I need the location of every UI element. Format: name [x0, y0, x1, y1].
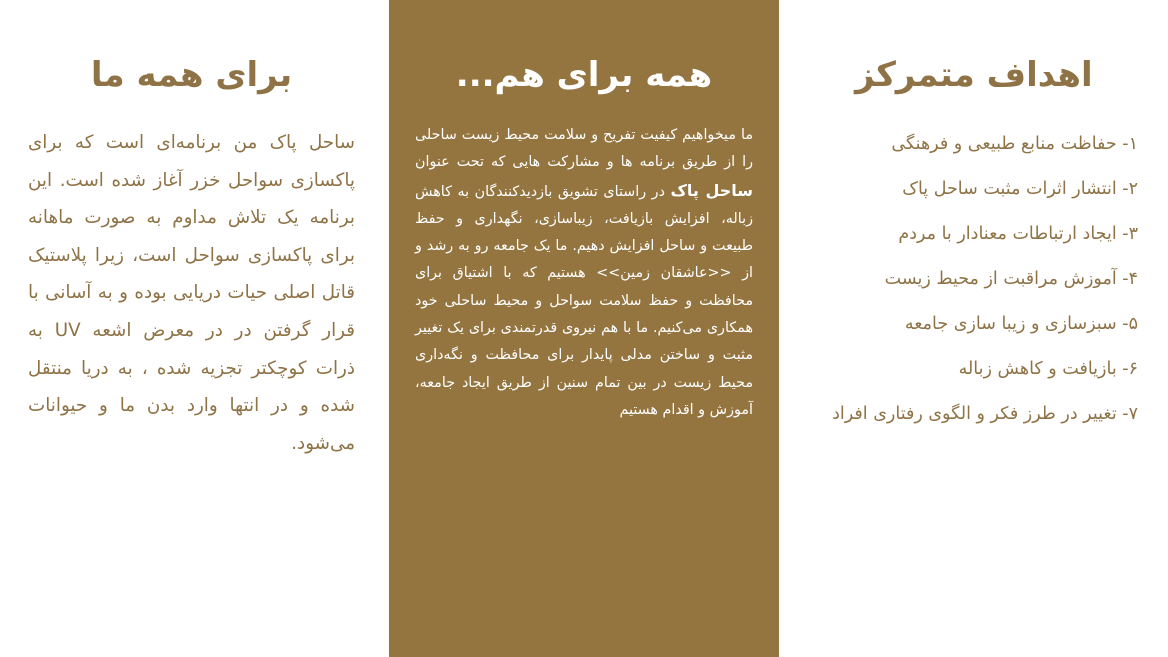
- for-all-column: [0, 0, 389, 657]
- for-all-paragraph: ساحل پاک من برنامه‌ای است که برای پاکسازی سواحل خزر آغاز شده است. این برنامه یک تلاش مداوم به صورت ماهانه برای پاکسازی سواحل است، زیرا پلاستیک قاتل اصلی حیات دریایی بوده و به آسانی با قرار گرفتن در در معرض اشعه UV به ذرات کوچکتر تجزیه شده ، به دریا منتقل شده و در انتها وارد بدن ما و حیوانات می‌شود.: [28, 132, 355, 454]
- goal-item-7: ۷- تغییر در طرز فکر و الگوی رفتاری افراد: [832, 404, 1138, 424]
- goal-item-2: ۲- انتشار اثرات مثبت ساحل پاک: [902, 179, 1138, 199]
- goals-title: اهداف متمرکز: [855, 55, 1093, 95]
- goals-list: [797, 122, 1138, 437]
- together-highlight: ساحل پاک: [670, 180, 754, 200]
- goal-item-6: ۶- بازیافت و کاهش زباله: [958, 359, 1138, 379]
- goal-item-4: ۴- آموزش مراقبت از محیط زیست: [884, 269, 1138, 289]
- together-paragraph: [415, 122, 753, 424]
- together-title: همه برای هم...: [455, 55, 713, 95]
- together-text-start: ما میخواهیم کیفیت تفریح و سلامت محیط زیست ساحلی را از طریق برنامه ها و مشارکت هایی که تحت عنوان: [415, 127, 753, 171]
- goals-column: [779, 0, 1168, 657]
- goal-item-3: ۳- ایجاد ارتباطات معنادار با مردم: [898, 224, 1138, 244]
- goal-item-1: ۱- حفاظت منابع طبیعی و فرهنگی: [891, 134, 1138, 154]
- goal-item-5: ۵- سبزسازی و زیبا سازی جامعه: [904, 314, 1138, 334]
- together-text-end: در راستای تشویق بازدیدکنندگان به کاهش زباله، افزایش بازیافت، زیباسازی، نگهداری و حفظ طبیعت و ساحل افزایش دهیم. ما یک جامعه رو به رشد و از <<عاشقان زمین>> هستیم که با اشتیاق برای محافظت و حفظ سلامت سواحل و محیط ساحلی خود همکاری می‌کنیم. ما با هم نیروی قدرتمندی برای یک تغییر مثبت و ساختن مدلی پایدار برای محافظت و نگه‌داری محیط زیست در بین تمام سنین از طریق ایجاد جامعه، آموزش و اقدام هستیم: [415, 183, 753, 418]
- together-column: [389, 0, 779, 657]
- for-all-title: برای همه ما: [90, 55, 293, 95]
